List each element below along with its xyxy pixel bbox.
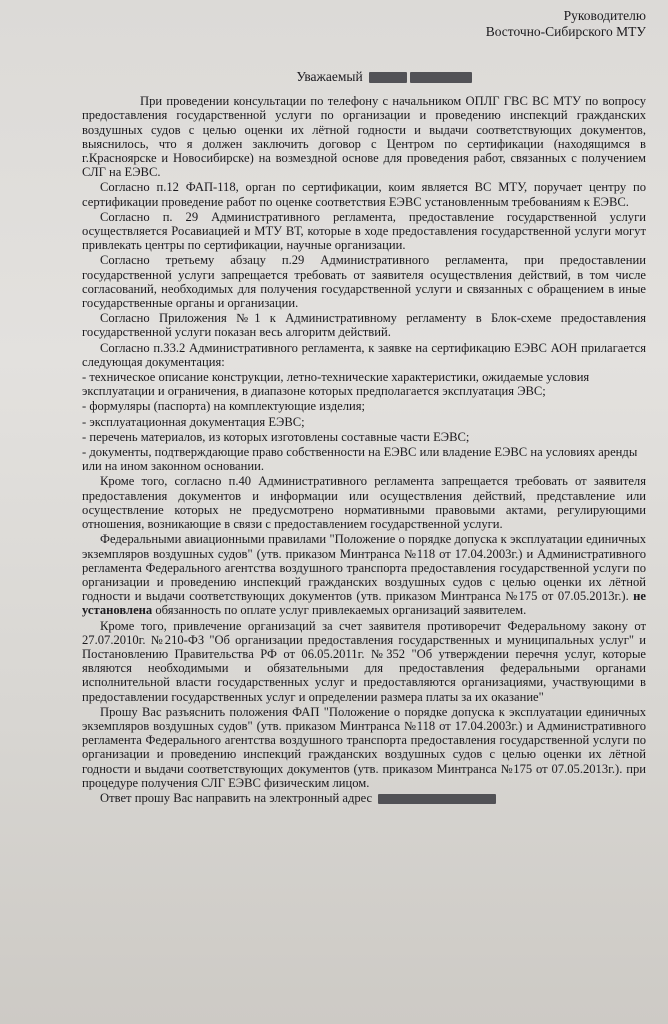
paragraph-appendix-1: Согласно Приложения №1 к Административному регламенту в Блок-схеме предоставления государственной услуги показан весь алгоритм действий. — [82, 311, 646, 340]
paragraph-reglament-29-third: Согласно третьему абзацу п.29 Административного регламента, при предоставлении государственной услуги запрещается требовать от заявителя осуществления действий, в том числе согласований, необходимых для получения государственной услуги и связанных с обращением в иные государственные органы и организации. — [82, 253, 646, 311]
addressee-block — [82, 8, 646, 40]
paragraph-request: Прошу Вас разъяснить положения ФАП "Положение о порядке допуска к эксплуатации единичных экземпляров воздушных судов" (утв. приказом Минтранса №118 от 17.04.2003г.) и Административного регламента Федерального агентства воздушного транспорта предоставления государственной услуги по организации и проведению инспекций гражданских воздушных судов с целью оценки их лётной годности и выдачи соответствующих документов (утв. приказом Минтранса №175 от 07.05.2013г.). при процедуре получения СЛГ ЕЭВС физическим лицом. — [82, 704, 646, 790]
salutation-text: Уважаемый — [296, 69, 363, 84]
paragraph-fap-118: Согласно п.12 ФАП-118, орган по сертификации, коим является ВС МТУ, поручает центру по сертификации проведение работ по оценке соответствия ЕЭВС установленным требованиям к ЕЭВС. — [82, 180, 646, 209]
list-item: - документы, подтверждающие право собственности на ЕЭВС или владение ЕЭВС на условиях аренды или на ином законном основании. — [82, 445, 638, 474]
federal-rules-tail: обязанность по оплате услуг привлекаемых организаций заявителем. — [155, 603, 527, 618]
list-item: - эксплуатационная документация ЕЭВС; — [82, 414, 305, 429]
redacted-email — [378, 794, 496, 804]
addressee-organization: Восточно-Сибирского МТУ — [485, 24, 646, 39]
reply-address-text: Ответ прошу Вас направить на электронный адрес — [100, 790, 373, 805]
paragraph-reglament-40: Кроме того, согласно п.40 Административного регламента запрещается требовать от заявителя предоставления документов и информации или осуществления действий, представление или осуществление которых не предусмотрено нормативными правовыми актами, регулирующими отношения, возникающие в связи с предоставлением государственной услуги. — [82, 474, 646, 532]
paragraph-reglament-33-2: Согласно п.33.2 Административного регламента, к заявке на сертификацию ЕЭВС АОН прилагается следующая документация: — [82, 340, 646, 369]
addressee-title: Руководителю — [563, 8, 646, 23]
paragraph-federal-rules — [82, 532, 646, 617]
list-item: - техническое описание конструкции, летно-технические характеристики, ожидаемые условия эксплуатации и ограничения, в диапазоне которых предполагается эксплуатация ЭВС; — [82, 370, 590, 399]
federal-rules-text: Федеральными авиационными правилами "Положение о порядке допуска к эксплуатации единичных экземпляров воздушных судов" (утв. приказом Минтранса №118 от 17.04.2003г.) и Административного регламента Федерального агентства воздушного транспорта предоставления государственной услуги по организации и проведению инспекций гражданских воздушных судов с целью оценки их лётной годности и выдачи соответствующих документов (утв. приказом Минтранса №175 от 07.05.2013г.). — [82, 532, 646, 604]
redacted-name — [369, 72, 407, 83]
paragraph-consultation: При проведении консультации по телефону с начальником ОПЛГ ГВС ВС МТУ по вопросу предоставления государственной услуги по организации и проведению инспекций гражданских воздушных судов с целью оценки их лётной годности и выдачи соответствующих документов, выяснилось, что я должен заключить договор с Центром по сертификации (находящимся в г.Красноярске и Новосибирске) на возмездной основе для проведения работ, связанных с получением СЛГ на ЕЭВС. — [82, 94, 646, 180]
list-item: - перечень материалов, из которых изготовлены составные части ЕЭВС; — [82, 429, 470, 444]
documentation-list — [82, 370, 646, 473]
paragraph-federal-law-210: Кроме того, привлечение организаций за счет заявителя противоречит Федеральному закону от 27.07.2010г. №210-ФЗ "Об организации предоставления государственных и муниципальных услуг" и Постановлению Правительства РФ от 06.05.2011г. №352 "Об утверждении перечня услуг, которые являются необходимыми и обязательными для предоставления федеральными органами исполнительной власти государственных услуг и предоставляются организациями, участвующими в предоставлении государственных услуг и определении размера платы за их оказание" — [82, 618, 646, 704]
redacted-patronymic — [410, 72, 472, 83]
paragraph-reply-address — [82, 791, 646, 805]
paragraph-reglament-29: Согласно п. 29 Административного регламента, предоставление государственной услуги осуществляется Росавиацией и МТУ ВТ, которые в ходе предоставления государственной услуги могут привлекать центры по сертификации, научные организации. — [82, 209, 646, 253]
not-established-emphasis: не установлена — [82, 589, 646, 618]
list-item: - формуляры (паспорта) на комплектующие изделия; — [82, 399, 366, 414]
salutation — [82, 70, 646, 84]
